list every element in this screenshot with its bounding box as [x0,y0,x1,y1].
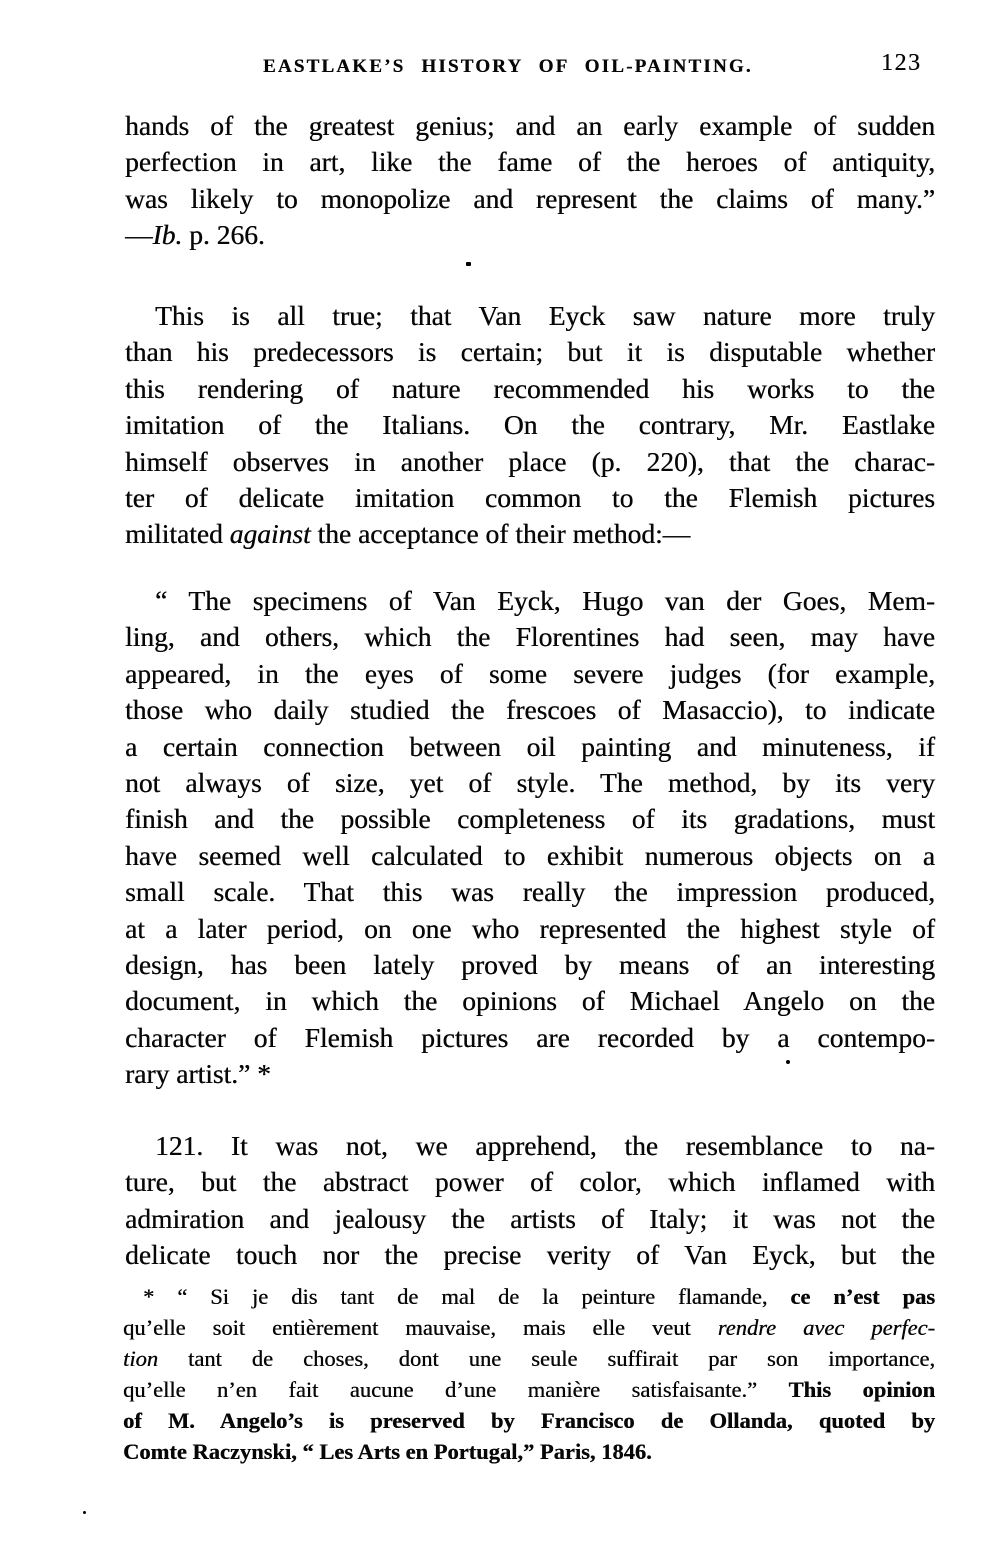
text-line: of M. Angelo’s is preserved by Francisco de Ollanda, quoted by [123,1408,935,1433]
text-line: have seemed well calculated to exhibit numerous objects on a [125,839,935,871]
text-line: ture, but the abstract power of color, which inflamed with [125,1166,935,1198]
text-line: small scale. That this was really the impression produced, [125,876,935,908]
quote-continuation-paragraph [125,108,935,254]
running-title: EASTLAKE’S HISTORY OF OIL-PAINTING. [263,56,753,77]
text-line: than his predecessors is certain; but it is disputable whether [125,336,935,368]
text-line: This is all true; that Van Eyck saw nature more truly [155,300,935,331]
text-line: hands of the greatest genius; and an early example of sudden [125,110,935,141]
ink-speck [786,1060,790,1064]
eastlake-quotation-paragraph [125,583,935,1093]
page-number: 123 [881,50,922,76]
text-line: Comte Raczynski, “ Les Arts en Portugal,” Paris, 1846. [123,1439,652,1464]
text-line: admiration and jealousy the artists of Italy; it was not the [125,1202,935,1234]
text-line: appeared, in the eyes of some severe judges (for example, [125,657,935,689]
ink-speck [466,262,471,266]
text-line: * “ Si je dis tant de mal de la peinture flamande, ce n’est pas [143,1284,936,1309]
text-line: ling, and others, which the Florentines had seen, may have [125,621,935,653]
text-line: delicate touch nor the precise verity of Van Eyck, but the [125,1239,935,1271]
text-line: design, has been lately proved by means of an interesting [125,949,935,981]
text-line: tion tant de choses, dont une seule suffirait par son importance, [123,1346,935,1371]
text-line: 121. It was not, we apprehend, the resemblance to na- [155,1130,935,1161]
footnote [123,1281,935,1467]
text-line: document, in which the opinions of Michael Angelo on the [125,985,935,1017]
text-line: imitation of the Italians. On the contrary, Mr. Eastlake [125,409,935,441]
text-line: —Ib. p. 266. [125,219,265,251]
text-line: “ The specimens of Van Eyck, Hugo van der Goes, Mem- [155,585,935,616]
section-121-paragraph [125,1128,935,1274]
text-line: ter of delicate imitation common to the Flemish pictures [125,482,935,514]
text-line: qu’elle soit entièrement mauvaise, mais elle veut rendre avec perfec- [123,1315,935,1340]
text-line: himself observes in another place (p. 220), that the charac- [125,445,935,477]
text-line: those who daily studied the frescoes of Masaccio), to indicate [125,694,935,726]
text-line: character of Flemish pictures are recorded by a contempo- [125,1021,935,1053]
text-line: a certain connection between oil painting and minuteness, if [125,730,935,762]
text-line: at a later period, on one who represented the highest style of [125,912,935,944]
text-line: militated against the acceptance of their method:— [125,518,691,550]
commentary-paragraph [125,298,935,553]
text-line: rary artist.” * [125,1058,271,1090]
text-line: this rendering of nature recommended his works to the [125,372,935,404]
text-line: was likely to monopolize and represent the claims of many.” [125,182,935,214]
ink-speck [83,1511,86,1514]
text-line: not always of size, yet of style. The method, by its very [125,767,935,799]
text-line: qu’elle n’en fait aucune d’une manière satisfaisante.” This opinion [123,1377,935,1402]
text-line: finish and the possible completeness of its gradations, must [125,803,935,835]
text-line: perfection in art, like the fame of the heroes of antiquity, [125,146,935,178]
